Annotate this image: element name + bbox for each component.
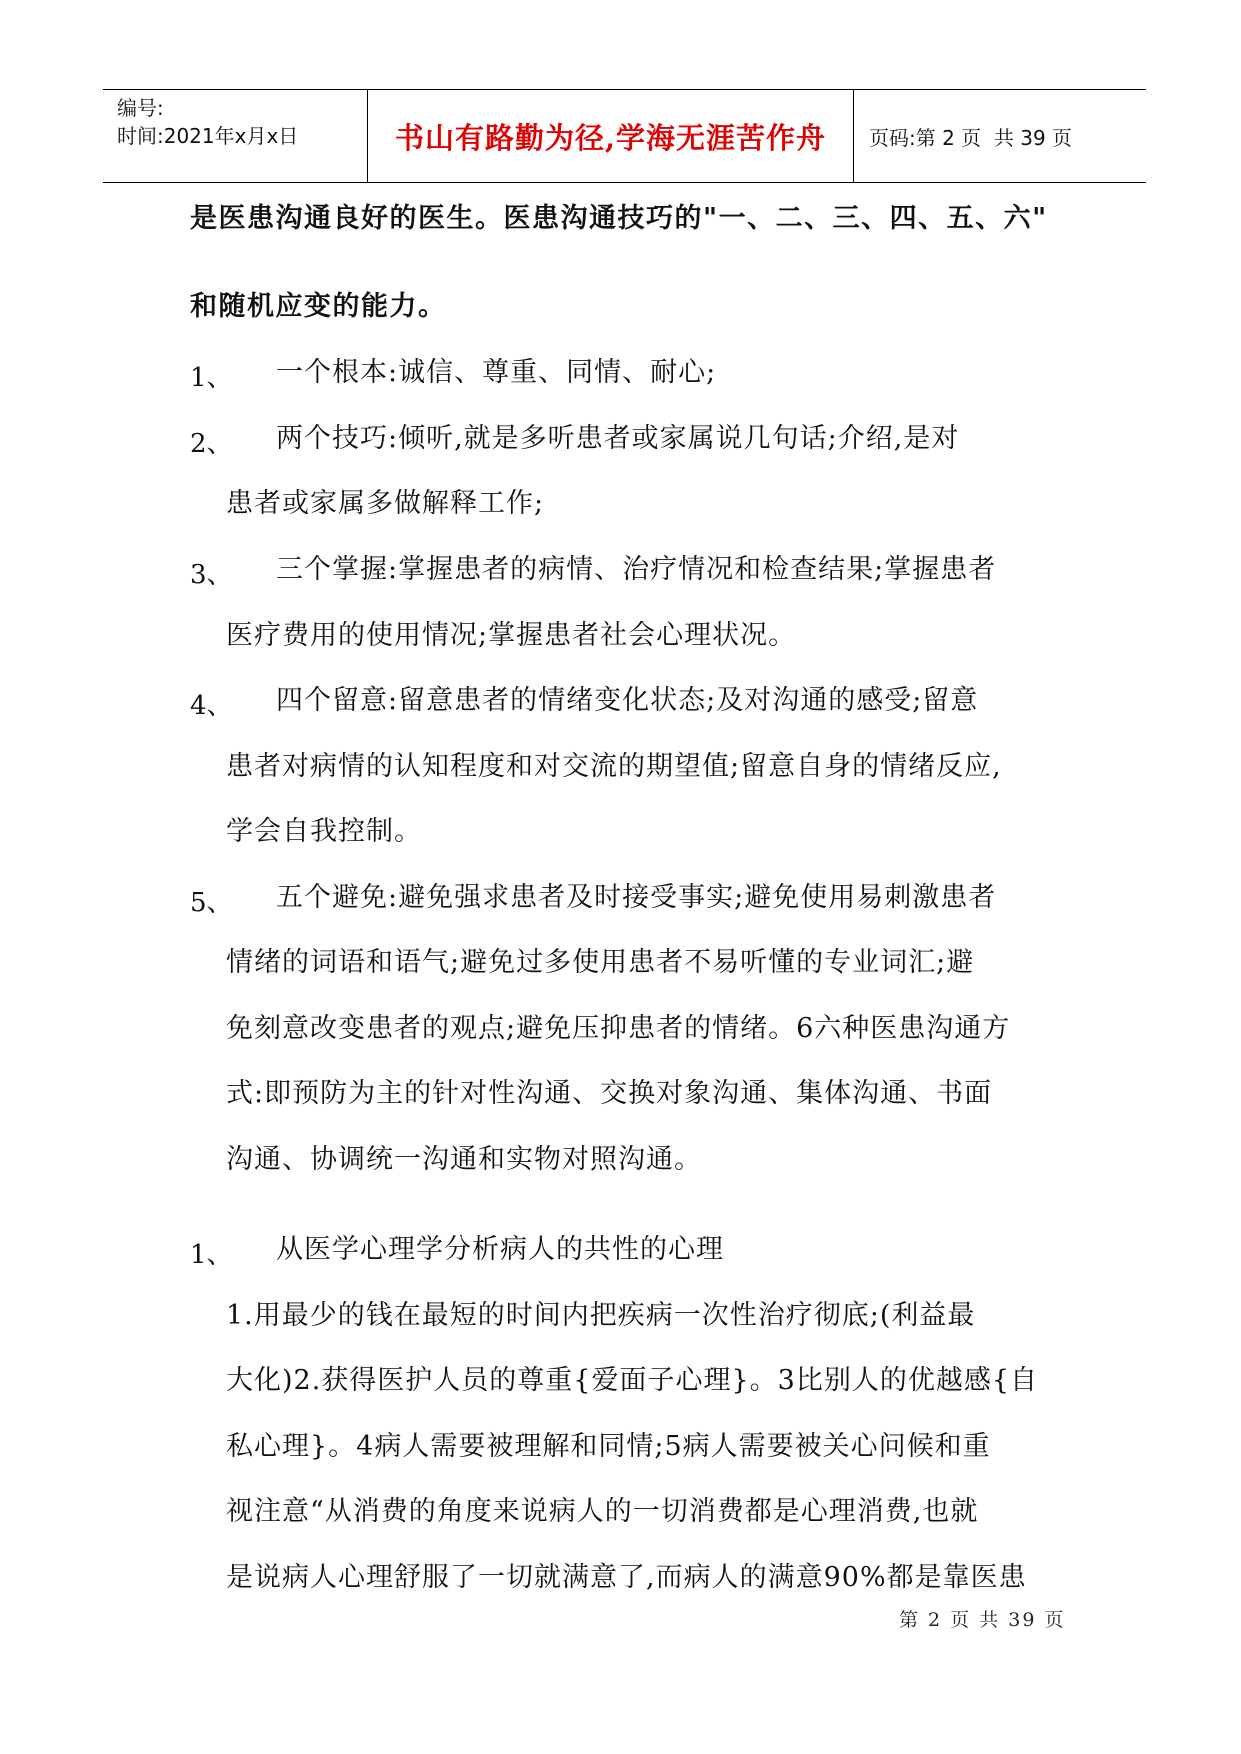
item-line: 沟通、协调统一沟通和实物对照沟通。 — [226, 1144, 702, 1175]
item-line: 式:即预防为主的针对性沟通、交换对象沟通、集体沟通、书面 — [226, 1078, 993, 1109]
page-header — [103, 89, 1146, 183]
intro-line: 和随机应变的能力。 — [190, 291, 447, 322]
header-meta — [117, 94, 367, 150]
document-time-label: 时间:2021年x月x日 — [117, 124, 299, 148]
section-line: 1.用最少的钱在最短的时间内把疾病一次性治疗彻底;(利益最 — [226, 1300, 976, 1331]
item-number: 5、 — [190, 888, 233, 918]
header-motto: 书山有路勤为径,学海无涯苦作舟 — [394, 120, 827, 155]
item-number: 3、 — [190, 560, 233, 590]
item-number: 1、 — [190, 363, 233, 393]
section-line: 私心理}。4病人需要被理解和同情;5病人需要被关心问候和重 — [226, 1431, 991, 1462]
item-line: 三个掌握:掌握患者的病情、治疗情况和检查结果;掌握患者 — [276, 554, 997, 585]
section-title: 从医学心理学分析病人的共性的心理 — [276, 1234, 724, 1265]
intro-line: 是医患沟通良好的医生。医患沟通技巧的"一、二、三、四、五、六" — [190, 203, 1048, 234]
item-line: 患者对病情的认知程度和对交流的期望值;留意自身的情绪反应, — [226, 751, 1002, 782]
header-page-number: 页码:第 2 页 共 39 页 — [869, 125, 1073, 150]
section-line: 大化)2.获得医护人员的尊重{爱面子心理}。3比别人的优越感{自 — [226, 1365, 1039, 1396]
section-line: 是说病人心理舒服了一切就满意了,而病人的满意90%都是靠医患 — [226, 1562, 1027, 1593]
header-divider — [853, 90, 854, 182]
item-line: 两个技巧:倾听,就是多听患者或家属说几句话;介绍,是对 — [276, 423, 960, 454]
item-line: 五个避免:避免强求患者及时接受事实;避免使用易刺激患者 — [276, 882, 997, 913]
item-line: 情绪的词语和语气;避免过多使用患者不易听懂的专业词汇;避 — [226, 947, 975, 978]
item-line: 四个留意:留意患者的情绪变化状态;及对沟通的感受;留意 — [276, 685, 979, 716]
item-number: 2、 — [190, 429, 233, 459]
item-line: 医疗费用的使用情况;掌握患者社会心理状况。 — [226, 620, 797, 651]
item-number: 4、 — [190, 691, 233, 721]
section-line: 视注意“从消费的角度来说病人的一切消费都是心理消费,也就 — [226, 1496, 979, 1527]
section-number: 1、 — [190, 1240, 233, 1270]
page-footer: 第 2 页 共 39 页 — [899, 1609, 1066, 1631]
item-line: 患者或家属多做解释工作; — [226, 488, 545, 519]
item-line: 学会自我控制。 — [226, 816, 422, 847]
document-number-label: 编号: — [117, 96, 164, 120]
item-line: 一个根本:诚信、尊重、同情、耐心; — [276, 357, 717, 388]
item-line: 免刻意改变患者的观点;避免压抑患者的情绪。6六种医患沟通方 — [226, 1013, 1011, 1044]
